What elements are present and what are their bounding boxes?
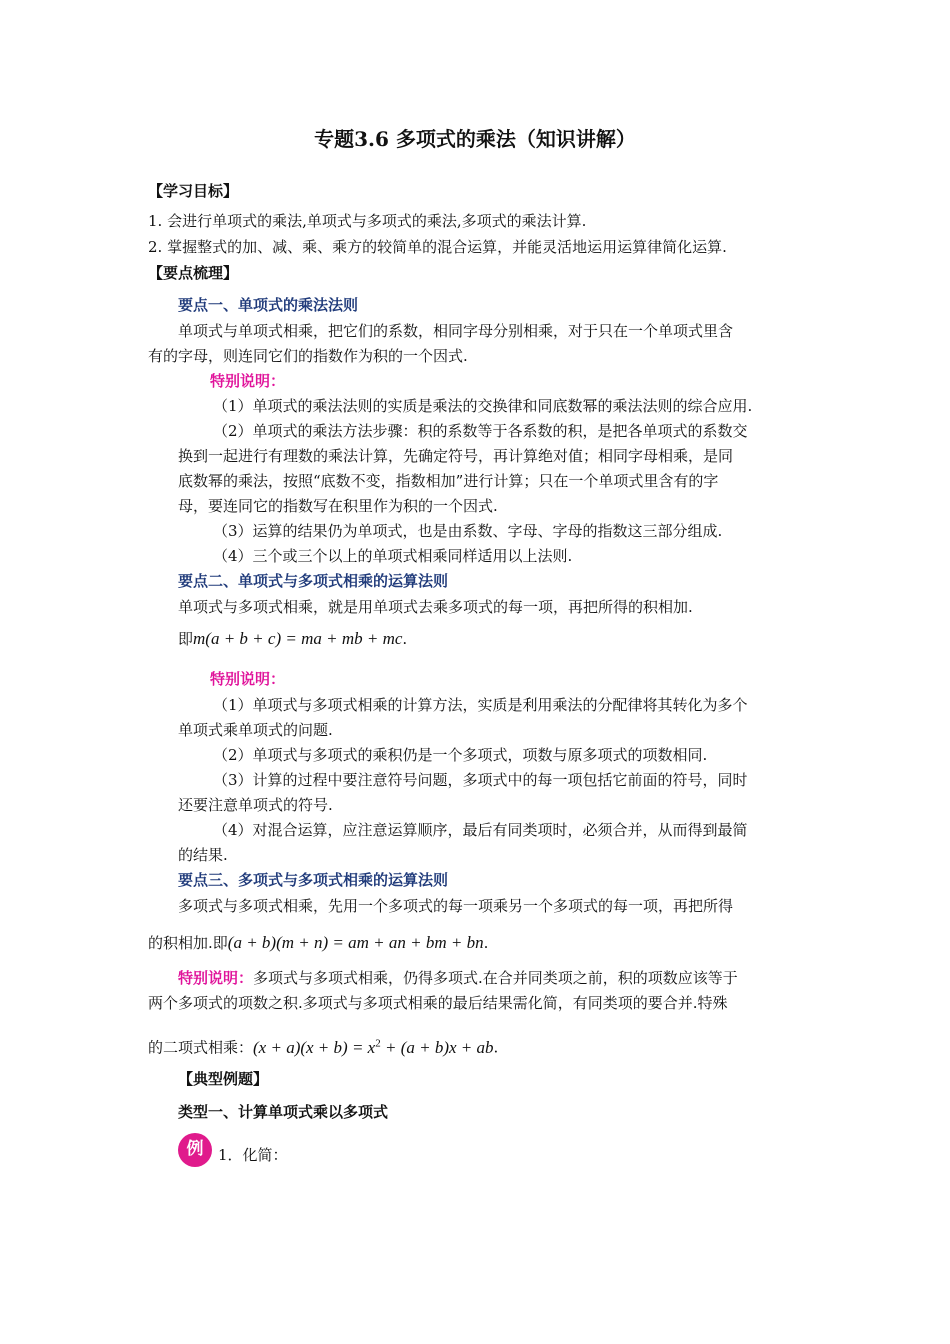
point1-body: 有的字母，则连同它们的指数作为积的一个因式.	[148, 347, 468, 365]
point3-body: 多项式与多项式相乘，先用一个多项式的每一项乘另一个多项式的每一项，再把所得	[178, 897, 734, 915]
formula-special-right: + (a + b)x + ab	[380, 1037, 494, 1057]
point2-note: 单项式乘单项式的问题.	[178, 721, 333, 739]
point1-note: 换到一起进行有理数的乘法计算，先确定符号，再计算绝对值；相同字母相乘，是同	[178, 447, 734, 465]
formula-distributive: m(a + b + c) = ma + mb + mc	[193, 629, 403, 648]
formula-end: .	[493, 1038, 499, 1057]
point2-note: （3）计算的过程中要注意符号问题，多项式中的每一项包括它前面的符号，同时	[213, 771, 748, 789]
point3-special-line	[148, 1032, 498, 1059]
formula-end: .	[483, 934, 489, 952]
point2-title: 要点二、单项式与多项式相乘的运算法则	[178, 572, 449, 590]
formula-end: .	[402, 630, 408, 648]
point2-note: （2）单项式与多项式的乘积仍是一个多项式，项数与原多项式的项数相同.	[213, 746, 708, 764]
goals-heading: 【学习目标】	[148, 182, 239, 200]
goal-item: 1. 会进行单项式的乘法,单项式与多项式的乘法,多项式的乘法计算.	[148, 212, 587, 230]
point3-note-text: 多项式与多项式相乘，仍得多项式.在合并同类项之前，积的项数应该等于	[253, 969, 738, 987]
example-type1: 类型一、计算单项式乘以多项式	[178, 1103, 389, 1121]
formula-special-exponent: 2	[375, 1037, 381, 1049]
point3-note-line	[178, 967, 738, 989]
point1-title: 要点一、单项式的乘法法则	[178, 296, 359, 314]
point2-body: 单项式与多项式相乘，就是用单项式去乘多项式的每一项，再把所得的积相加.	[178, 598, 693, 616]
point3-formula-line	[148, 932, 488, 954]
point1-note: （4）三个或三个以上的单项式相乘同样适用以上法则.	[213, 547, 573, 565]
point3-note: 两个多项式的项数之积.多项式与多项式相乘的最后结果需化简，有同类项的要合并.特殊	[148, 994, 728, 1012]
point1-note: 底数幂的乘法，按照“底数不变，指数相加”进行计算；只在一个单项式里含有的字	[178, 472, 719, 490]
point2-note-label: 特别说明：	[210, 670, 286, 688]
formula-prefix: 的积相加.即	[148, 934, 228, 952]
examples-heading: 【典型例题】	[178, 1070, 269, 1088]
point2-note: （1）单项式与多项式相乘的计算方法，实质是利用乘法的分配律将其转化为多个	[213, 696, 748, 714]
formula-special	[253, 1038, 494, 1057]
point1-note-label: 特别说明：	[210, 372, 286, 390]
formula-binomial-product: (a + b)(m + n) = am + an + bm + bn	[227, 933, 484, 952]
point2-note: 还要注意单项式的符号.	[178, 796, 333, 814]
point1-note: （2）单项式的乘法方法步骤：积的系数等于各系数的积，是把各单项式的系数交	[213, 422, 748, 440]
formula-special-left: (x + a)(x + b) = x	[253, 1037, 376, 1057]
point2-formula-line	[178, 628, 407, 650]
goal-item: 2. 掌握整式的加、减、乘、乘方的较简单的混合运算，并能灵活地运用运算律简化运算.	[148, 238, 727, 256]
point3-note-label: 特别说明：	[178, 969, 254, 987]
page-title: 专题3.6 多项式的乘法（知识讲解）	[314, 127, 636, 151]
point1-note: 母，要连同它的指数写在积里作为积的一个因式.	[178, 497, 498, 515]
points-heading: 【要点梳理】	[148, 264, 239, 282]
point1-note: （1）单项式的乘法法则的实质是乘法的交换律和同底数幂的乘法法则的综合应用.	[213, 397, 753, 415]
point3-title: 要点三、多项式与多项式相乘的运算法则	[178, 871, 449, 889]
point2-note: （4）对混合运算，应注意运算顺序，最后有同类项时，必须合并，从而得到最简	[213, 821, 748, 839]
example-badge-icon: 例	[178, 1133, 212, 1167]
formula-prefix: 即	[178, 630, 194, 648]
example-question: 1．化简：	[218, 1146, 288, 1164]
point1-note: （3）运算的结果仍为单项式，也是由系数、字母、字母的指数这三部分组成.	[213, 522, 723, 540]
point2-note: 的结果.	[178, 846, 228, 864]
special-prefix: 的二项式相乘：	[148, 1038, 254, 1057]
point1-body: 单项式与单项式相乘，把它们的系数，相同字母分别相乘，对于只在一个单项式里含	[178, 322, 734, 340]
